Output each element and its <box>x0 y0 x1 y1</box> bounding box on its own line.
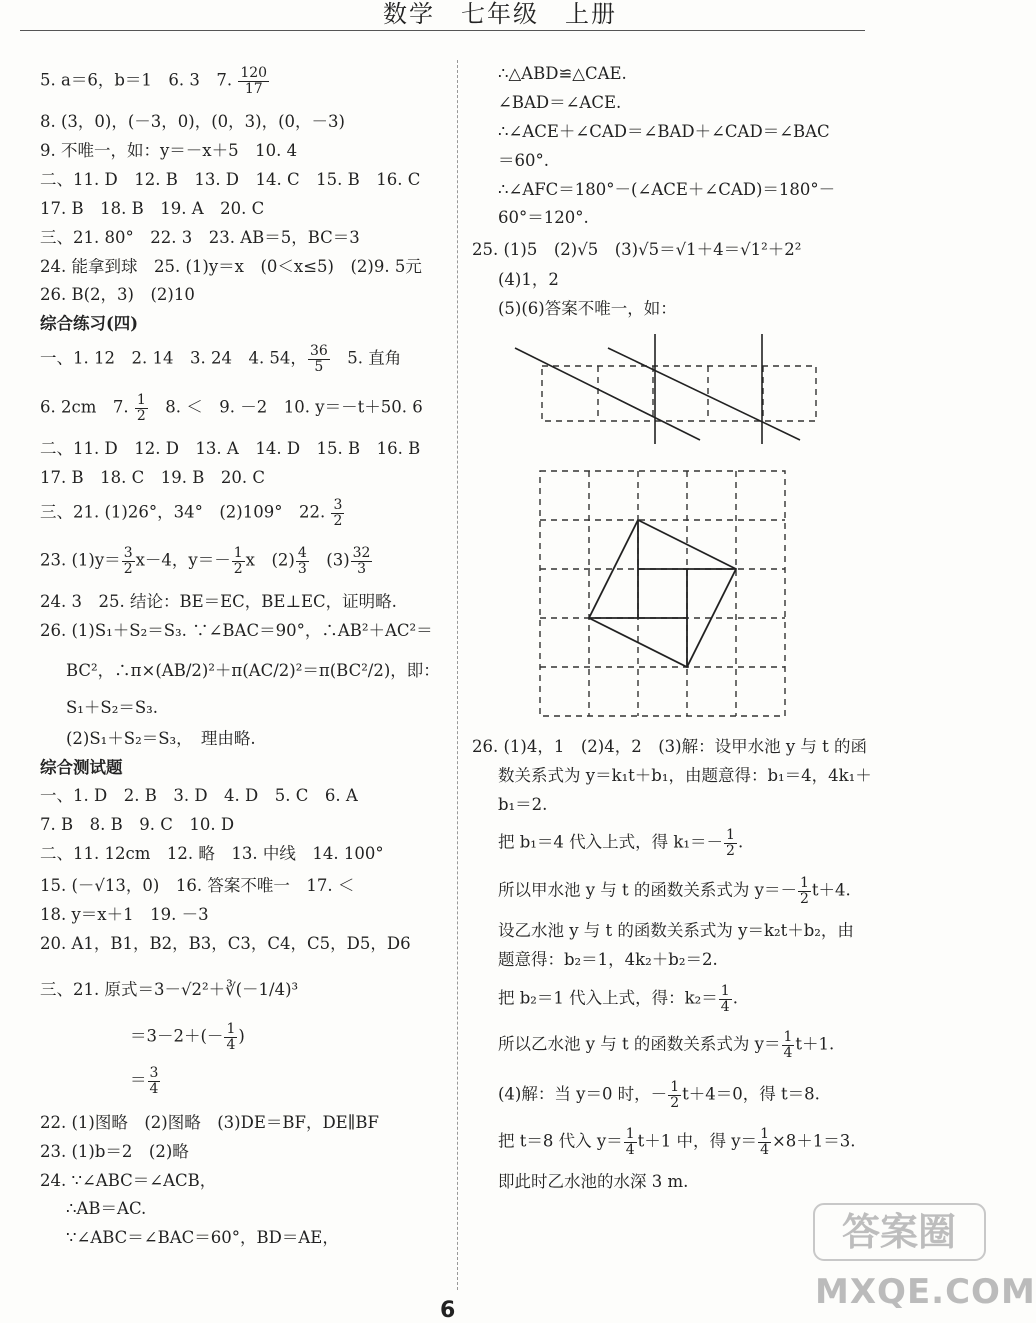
answer-line: ∠BAD＝∠ACE. <box>498 93 622 112</box>
section-heading: 综合测试题 <box>40 758 123 777</box>
fraction: $\frac{3}{2}$ <box>333 497 343 529</box>
fraction: $\frac{36}{5}$ <box>309 343 328 375</box>
section-heading: 综合练习(四) <box>40 314 139 333</box>
header-rule <box>20 30 865 31</box>
fraction: $\frac{1}{2}$ <box>800 875 809 907</box>
answer-line: 8. (3，0)，(－3，0)，(0，3)，(0，－3) <box>40 112 345 131</box>
answer-line: 23. (1)y＝ $\frac{3}{2}$ x－4，y＝－ $\frac{1}{2}$ x (2) $\frac{4}{3}$ (3) $\frac{32}{3}$ <box>40 545 371 577</box>
header-title: 数学 七年级 上册 <box>383 0 617 28</box>
answer-line: 三、21. 80° 22. 3 23. AB＝5，BC＝3 <box>40 228 360 247</box>
fraction: $\frac{1}{4}$ <box>720 983 730 1015</box>
fraction: $\frac{1}{2}$ <box>670 1079 680 1111</box>
answer-line: S₁＋S₂＝S₃. <box>66 698 158 717</box>
answer-line: ∴AB＝AC. <box>66 1199 147 1218</box>
watermark-logo <box>812 1200 987 1264</box>
answer-line: 把 b₂＝1 代入上式，得：k₂＝ $\frac{1}{4}$ . <box>498 983 738 1015</box>
answer-line: ＝ $\frac{3}{4}$ <box>130 1065 159 1097</box>
answer-line: 题意得：b₂＝1，4k₂＋b₂＝2. <box>498 950 718 969</box>
fraction: $\frac{1}{2}$ <box>136 392 146 424</box>
answer-line: 一、1. 12 2. 14 3. 24 4. 54， $\frac{36}{5}$ 5. 直角 <box>40 343 402 375</box>
fraction: $\frac{3}{4}$ <box>149 1065 159 1097</box>
fraction: $\frac{1}{4}$ <box>783 1029 793 1061</box>
answer-line: 所以乙水池 y 与 t 的函数关系式为 y＝ $\frac{1}{4}$ t＋1. <box>498 1029 835 1061</box>
answer-line: BC²，∴π×(AB/2)²＋π(AC/2)²＝π(BC²/2)，即： <box>66 661 440 680</box>
answer-line: ∴∠AFC＝180°－(∠ACE＋∠CAD)＝180°－ <box>498 180 836 199</box>
answer-line: 17. B 18. B 19. A 20. C <box>40 199 265 218</box>
fraction: $\frac{32}{3}$ <box>352 545 371 577</box>
answer-line: 25. (1)5 (2)√5 (3)√5＝√1＋4＝√1²＋2² <box>472 240 802 259</box>
answer-line: 把 t＝8 代入 y＝ $\frac{1}{4}$ t＋1 中，得 y＝ $\frac{1}{4}$ ×8＋1＝3. <box>498 1126 856 1158</box>
answer-line: 三、21. (1)26°，34° (2)109° 22. $\frac{3}{2}$ <box>40 497 343 529</box>
answer-line: 即此时乙水池的水深 3 m. <box>498 1172 689 1191</box>
answer-line: 23. (1)b＝2 (2)略 <box>40 1142 189 1161</box>
answer-line: ＝60°. <box>498 151 549 170</box>
answer-line: ∵∠ABC＝∠BAC＝60°，BD＝AE， <box>66 1228 339 1247</box>
answer-line: 60°＝120°. <box>498 208 589 227</box>
answer-line: 24. 能拿到球 25. (1)y＝x (0＜x≤5) (2)9. 5元 <box>40 257 422 276</box>
column-divider <box>457 60 458 1290</box>
answer-line: 二、11. D 12. B 13. D 14. C 15. B 16. C <box>40 170 421 189</box>
answer-line: 6. 2cm 7. $\frac{1}{2}$ 8. ＜ 9. －2 10. y＝－t＋50. 6 <box>40 392 423 424</box>
answer-line: b₁＝2. <box>498 795 548 814</box>
answer-line: 18. y＝x＋1 19. －3 <box>40 905 209 924</box>
answer-line: ∴∠ACE＋∠CAD＝∠BAD＋∠CAD＝∠BAC <box>498 122 830 141</box>
watermark-url: MXQE.COM <box>815 1272 1036 1312</box>
answer-line: 5. a＝6，b＝1 6. 3 7. $\frac{120}{17}$ <box>40 65 268 97</box>
answer-line: 15. (－√13，0) 16. 答案不唯一 17. ＜ <box>40 876 355 895</box>
answer-line: 22. (1)图略 (2)图略 (3)DE＝BF，DE∥BF <box>40 1113 379 1132</box>
answer-line: 三、21. 原式＝3－√2²＋∛(－1/4)³ <box>40 980 299 999</box>
answer-line: 26. (1)4，1 (2)4，2 (3)解：设甲水池 y 与 t 的函 <box>472 737 868 756</box>
answer-line: 设乙水池 y 与 t 的函数关系式为 y＝k₂t＋b₂，由 <box>498 921 854 940</box>
answer-line: (4)1，2 <box>498 270 559 289</box>
answer-line: ＝3－2＋(－ $\frac{1}{4}$ ) <box>130 1021 245 1053</box>
answer-line: 20. A1，B1，B2，B3，C3，C4，C5，D5，D6 <box>40 934 411 953</box>
answer-line: 把 b₁＝4 代入上式，得 k₁＝－ $\frac{1}{2}$ . <box>498 827 744 859</box>
answer-line: 所以甲水池 y 与 t 的函数关系式为 y＝－ $\frac{1}{2}$ t＋4. <box>498 875 851 907</box>
answer-line: (2)S₁＋S₂＝S₃， 理由略. <box>66 729 256 748</box>
fraction: $\frac{1}{2}$ <box>726 827 735 859</box>
fraction: $\frac{4}{3}$ <box>297 545 307 577</box>
answer-line: 24. ∵∠ABC＝∠ACB， <box>40 1171 217 1190</box>
page-header <box>0 0 1000 40</box>
page-number: 6 <box>440 1298 456 1323</box>
fraction: $\frac{1}{2}$ <box>233 545 243 577</box>
answer-line: 7. B 8. B 9. C 10. D <box>40 815 235 834</box>
answer-line: (5)(6)答案不唯一，如： <box>498 299 677 318</box>
answer-line: 二、11. 12cm 12. 略 13. 中线 14. 100° <box>40 844 384 863</box>
answer-line: 数关系式为 y＝k₁t＋b₁，由题意得：b₁＝4，4k₁＋ <box>498 766 872 785</box>
fraction: $\frac{1}{4}$ <box>760 1126 769 1158</box>
fraction: $\frac{1}{4}$ <box>226 1021 236 1053</box>
fraction: $\frac{120}{17}$ <box>240 65 268 97</box>
answer-line: 9. 不唯一，如：y＝－x＋5 10. 4 <box>40 141 298 160</box>
answer-line: 26. B(2，3) (2)10 <box>40 285 195 304</box>
svg-text:答案圈: 答案圈 <box>841 1210 957 1254</box>
answer-line: 二、11. D 12. D 13. A 14. D 15. B 16. B <box>40 439 421 458</box>
answer-line: 26. (1)S₁＋S₂＝S₃. ∵∠BAC＝90°，∴AB²＋AC²＝ <box>40 621 433 640</box>
fraction: $\frac{3}{2}$ <box>123 545 133 577</box>
answer-line: ∴△ABD≌△CAE. <box>498 64 627 83</box>
figure-dashed-grid-lines <box>510 332 840 447</box>
answer-line: 一、1. D 2. B 3. D 4. D 5. C 6. A <box>40 786 358 805</box>
answer-line: (4)解：当 y＝0 时，－ $\frac{1}{2}$ t＋4＝0，得 t＝8. <box>498 1079 820 1111</box>
figure-square-on-grid <box>535 466 795 721</box>
answer-line: 17. B 18. C 19. B 20. C <box>40 468 265 487</box>
answer-line: 24. 3 25. 结论：BE＝EC，BE⊥EC，证明略. <box>40 592 397 611</box>
fraction: $\frac{1}{4}$ <box>625 1126 635 1158</box>
